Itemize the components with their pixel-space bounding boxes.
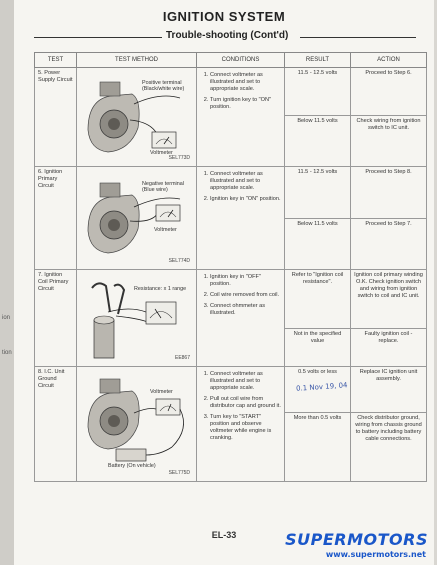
col-test: TEST <box>35 53 77 68</box>
subheading-text: Trouble-shooting (Cont'd) <box>166 30 289 41</box>
handwritten-note: 0.1 Nov 19, 04 <box>295 381 348 393</box>
result-cell: Not in the specified value <box>285 329 351 367</box>
test-name: 6. Ignition Primary Circuit <box>35 167 77 270</box>
rule-left <box>34 37 162 38</box>
condition-item: 1. Connect voltmeter as illustrated and set to appropriate scale. <box>210 72 281 93</box>
figure-code: EE867 <box>174 355 190 361</box>
result-cell: Below 11.5 volts <box>285 116 351 167</box>
rule-right <box>300 37 416 38</box>
table-row <box>35 167 427 219</box>
result-cell: Below 11.5 volts <box>285 218 351 270</box>
action-cell: Faulty ignition coil - replace. <box>351 329 427 367</box>
binder-margin <box>0 0 14 565</box>
figure-code: SEL773D <box>168 155 190 161</box>
troubleshooting-table <box>34 52 427 482</box>
watermark-brand: SUPERMOTORS <box>285 530 428 549</box>
table-row <box>35 270 427 329</box>
condition-item: 2. Coil wire removed from coil. <box>210 292 281 299</box>
test-name: 5. Power Supply Circuit <box>35 68 77 167</box>
test-name: 8. I.C. Unit Ground Circuit <box>35 367 77 482</box>
test-name: 7. Ignition Coil Primary Circuit <box>35 270 77 367</box>
method-label: Voltmeter <box>150 150 173 156</box>
method-label: Voltmeter <box>154 227 177 233</box>
test-method-illustration <box>77 68 197 167</box>
action-cell: Ignition coil primary winding O.K. Check ignition switch and wiring from ignition switch to coil and IC unit. <box>351 270 427 329</box>
result-cell: More than 0.5 volts <box>285 413 351 482</box>
condition-item: 2. Turn ignition key to "ON" position. <box>210 97 281 111</box>
action-cell: Check distributor ground, wiring from chassis ground to battery including battery cable connections. <box>351 413 427 482</box>
margin-mark: ion <box>2 315 11 321</box>
condition-item: 2. Ignition key in "ON" position. <box>210 196 281 203</box>
conditions-cell <box>197 367 285 482</box>
page-number: EL-33 <box>211 530 237 540</box>
table-row <box>35 367 427 413</box>
conditions-cell <box>197 167 285 270</box>
condition-item: 1. Connect voltmeter as illustrated and set to appropriate scale. <box>210 371 281 392</box>
action-cell: Replace IC ignition unit assembly. <box>351 367 427 413</box>
condition-item: 2. Pull out coil wire from distributor cap and ground it. <box>210 396 281 410</box>
method-label: Voltmeter <box>150 389 173 395</box>
result-cell: Refer to "Ignition coil resistance". <box>285 270 351 329</box>
action-cell: Proceed to Step 7. <box>351 218 427 270</box>
condition-item: 3. Connect ohmmeter as illustrated. <box>210 303 281 317</box>
action-cell: Proceed to Step 6. <box>351 68 427 116</box>
conditions-cell <box>197 68 285 167</box>
condition-item: 1. Ignition key in "OFF" position. <box>210 274 281 288</box>
col-result: RESULT <box>285 53 351 68</box>
action-cell: Check wiring from ignition switch to IC unit. <box>351 116 427 167</box>
col-test-method: TEST METHOD <box>77 53 197 68</box>
action-cell: Proceed to Step 8. <box>351 167 427 219</box>
page-title: IGNITION SYSTEM <box>162 9 286 24</box>
method-label: Resistance: x 1 range <box>134 286 187 292</box>
method-label: Battery (On vehicle) <box>108 463 156 469</box>
col-conditions: CONDITIONS <box>197 53 285 68</box>
condition-item: 3. Turn key to "START" position and observe voltmeter while engine is cranking. <box>210 414 281 442</box>
table-row <box>35 68 427 116</box>
col-action: ACTION <box>351 53 427 68</box>
test-method-illustration <box>77 270 197 367</box>
section-subheading <box>34 30 416 44</box>
test-method-illustration <box>77 167 197 270</box>
method-label: Positive terminal (Black/white wire) <box>142 80 185 92</box>
condition-item: 1. Connect voltmeter as illustrated and set to appropriate scale. <box>210 171 281 192</box>
manual-page <box>14 0 434 565</box>
result-cell: 0.5 volts or less <box>285 367 351 413</box>
watermark-url: www.supermotors.net <box>325 550 426 559</box>
margin-mark: tion <box>2 350 12 356</box>
method-label: Negative terminal (Blue wire) <box>142 181 184 193</box>
result-cell: 11.5 - 12.5 volts <box>285 167 351 219</box>
figure-code: SEL775D <box>168 470 190 476</box>
conditions-cell <box>197 270 285 367</box>
test-method-illustration <box>77 367 197 482</box>
watermark-logo <box>262 528 432 562</box>
figure-code: SEL774D <box>168 258 190 264</box>
table-header-row <box>35 53 427 68</box>
result-cell: 11.5 - 12.5 volts <box>285 68 351 116</box>
